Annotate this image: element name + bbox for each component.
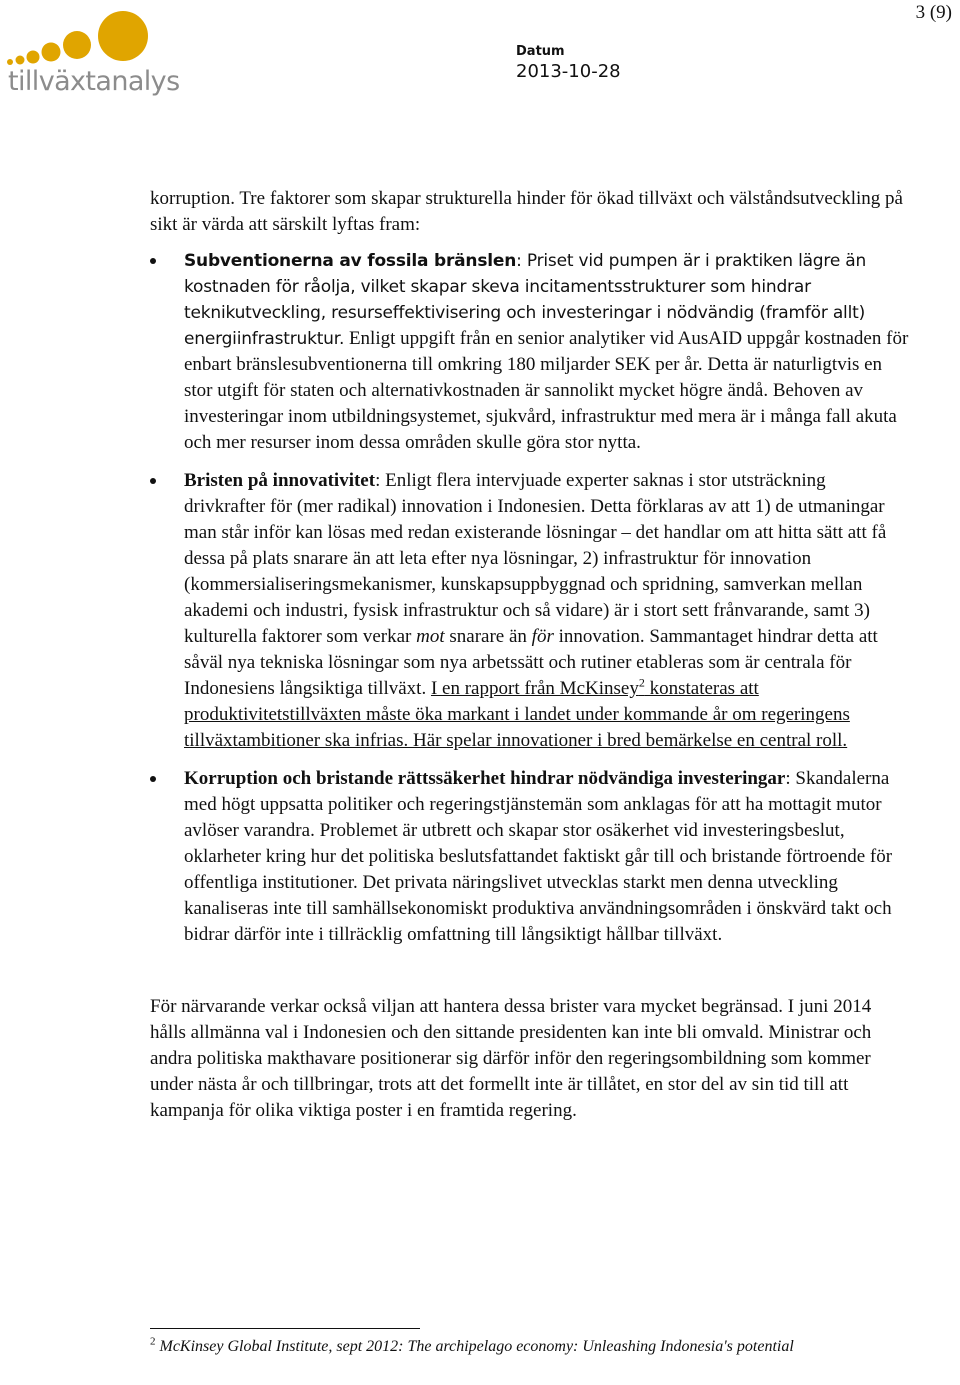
logo-dots-icon xyxy=(6,10,156,74)
bullet-list xyxy=(150,248,910,948)
bullet-heading: Korruption och bristande rättssäkerhet hindrar nödvändiga investeringar xyxy=(184,768,786,789)
footnote xyxy=(150,1336,870,1358)
bullet-icon xyxy=(150,776,156,782)
footnote-divider xyxy=(150,1328,420,1329)
bullet-fossil-subsidies: Subventionerna av fossila bränslen: Priset vid pumpen är i praktiken lägre än kostnaden för råolja, vilket skapar skeva incitamentsstrukturer som hindrar teknikutveckling, resurseffektivisering och investeringar i nödvändig (framför allt) energiinfrastruktur. Enligt uppgift från en senior analytiker vid AusAID uppgår kostnaden för enbart bränslesubventionerna till omkring 180 miljarder SEK per år. Detta är naturligtvis en stor utgift för staten och alternativkostnaden är sannolikt mycket högre ändå. Behoven av investeringar inom utbildningsystemet, sjukvård, infrastruktur med mera är i många fall akuta och mer resurser inom dessa områden skulle göra stor nytta. xyxy=(150,248,910,456)
bullet-heading: Subventionerna av fossila bränslen xyxy=(184,251,517,271)
bullet-text-continued: Enligt uppgift från en senior analytiker vid AusAID uppgår kostnaden för enbart bränslesubventionerna till omkring 180 miljarder SEK per år. Detta är naturligtvis en stor utgift för staten och alternativkostnaden är sannolikt mycket högre ändå. Behoven av investeringar inom utbildningsystemet, sjukvård, infrastruktur med mera är i många fall akuta och mer resurser inom dessa områden skulle göra stor nytta. xyxy=(184,328,909,453)
bullet-icon xyxy=(150,478,156,484)
footnote-number: 2 xyxy=(150,1335,156,1348)
intro-paragraph: korruption. Tre faktorer som skapar strukturella hinder för ökad tillväxt och välståndsutveckling på sikt är värda att särskilt lyftas fram: xyxy=(150,188,903,235)
bullet-text: Priset vid pumpen är i praktiken lägre än kostnaden för råolja, vilket skapar skeva incitamentsstrukturer som hindrar teknikutveckling, resurseffektivisering och investeringar i nödvändig (framför allt) energiinfrastruktur. xyxy=(184,251,867,349)
bullet-icon xyxy=(150,258,156,264)
footnote-text: McKinsey Global Institute, sept 2012: The archipelago economy: Unleashing Indonesia's potential xyxy=(155,1338,794,1355)
bullet-innovation: Bristen på innovativitet: Enligt flera intervjuade experter saknas i stor utsträckning drivkrafter för (mer radikal) innovation i Indonesien. Detta förklaras av att 1) de utmaningar man står inför kan lösas med redan existerande lösningar – det handlar om att hitta sätt att få dessa på plats snarare än att leta efter nya lösningar, 2) infrastruktur för innovation (kommersialiseringsmekanismer, kunskapsuppbyggnad och spridning, samverkan mellan akademi och industri, fysisk infrastruktur och så vidare) är i stort sett frånvarande, samt 3) kulturella faktorer som verkar mot snarare än för innovation. Sammantaget hindrar detta att såväl nya tekniska lösningar som nya arbetssätt och rutiner etableras som är centrala för Indonesiens långsiktiga tillväxt. I en rapport från McKinsey$^2$ konstateras att produktivitetstillväxten måste öka markant i landet under kommande år om regeringens tillväxtambitioner ska infrias. Här spelar innovationer i bred bemärkelse en central roll. xyxy=(150,468,910,754)
emphasis-for: för xyxy=(531,626,554,647)
bullet-heading: Bristen på innovativitet xyxy=(184,470,376,491)
mckinsey-reference: I en rapport från McKinsey$^2$ konstateras att produktivitetstillväxten måste öka markant i landet under kommande år om regeringens tillväxtambitioner ska infrias. Här spelar innovationer i bred bemärkelse en central roll. xyxy=(184,675,850,751)
footnote-marker: 2 xyxy=(638,675,645,690)
tillvaxtanalys-logo xyxy=(6,10,180,100)
body-text xyxy=(150,186,910,1124)
bullet-text: Enligt flera intervjuade experter saknas i stor utsträckning drivkrafter för (mer radikal) innovation i Indonesien. Detta förklaras av att 1) de utmaningar man står inför kan lösas med redan existerande lösningar – det handlar om att hitta sätt att få dessa på plats snarare än att leta efter nya lösningar, 2) infrastruktur för innovation (kommersialiseringsmekanismer, kunskapsuppbyggnad och spridning, samverkan mellan akademi och industri, fysisk infrastruktur och så vidare) är i stort sett frånvarande, samt 3) kulturella faktorer som verkar xyxy=(184,470,887,647)
page-number: 3 (9) xyxy=(915,2,952,23)
closing-paragraph: För närvarande verkar också viljan att hantera dessa brister vara mycket begränsad. I juni 2014 hålls allmänna val i Indonesien och den sittande presidenten kan inte bli omvald. Ministrar och andra politiska makthavare positionerar sig därför inför den regeringsombildning som kommer under nästa år och tillbringar, trots att det formellt inte är tillåtet, en stor del av sin tid till att kampanja för olika viktiga poster i en framtida regering. xyxy=(150,996,872,1121)
bullet-corruption: Korruption och bristande rättssäkerhet hindrar nödvändiga investeringar: Skandalerna med högt uppsatta politiker och regeringstjänstemän som anklagas för att ha mottagit mutor avlöser varandra. Problemet är utbrett och skapar stor osäkerhet vid investeringsbeslut, oklarheter kring hur det politiska beslutsfattandet faktiskt går till och bristande förtroende för offentliga institutioner. Det privata näringslivet utvecklas starkt men denna utveckling kanaliseras inte till samhällsekonomiskt produktiva användningsområden i önskvärd takt och bidrar därför inte i tillräcklig omfattning till långsiktigt hållbar tillväxt. xyxy=(150,766,910,948)
date-value: 2013-10-28 xyxy=(516,61,621,82)
logo-wordmark: tillväxtanalys xyxy=(8,66,180,97)
date-label: Datum xyxy=(516,44,565,59)
bullet-text: Skandalerna med högt uppsatta politiker och regeringstjänstemän som anklagas för att ha mottagit mutor avlöser varandra. Problemet är utbrett och skapar stor osäkerhet vid investeringsbeslut, oklarheter kring hur det politiska beslutsfattandet faktiskt går till och bristande förtroende för offentliga institutioner. Det privata näringslivet utvecklas starkt men denna utveckling kanaliseras inte till samhällsekonomiskt produktiva användningsområden i önskvärd takt och bidrar därför inte i tillräcklig omfattning till långsiktigt hållbar tillväxt. xyxy=(184,768,893,945)
date-block xyxy=(516,44,621,82)
emphasis-mot: mot xyxy=(416,626,445,647)
